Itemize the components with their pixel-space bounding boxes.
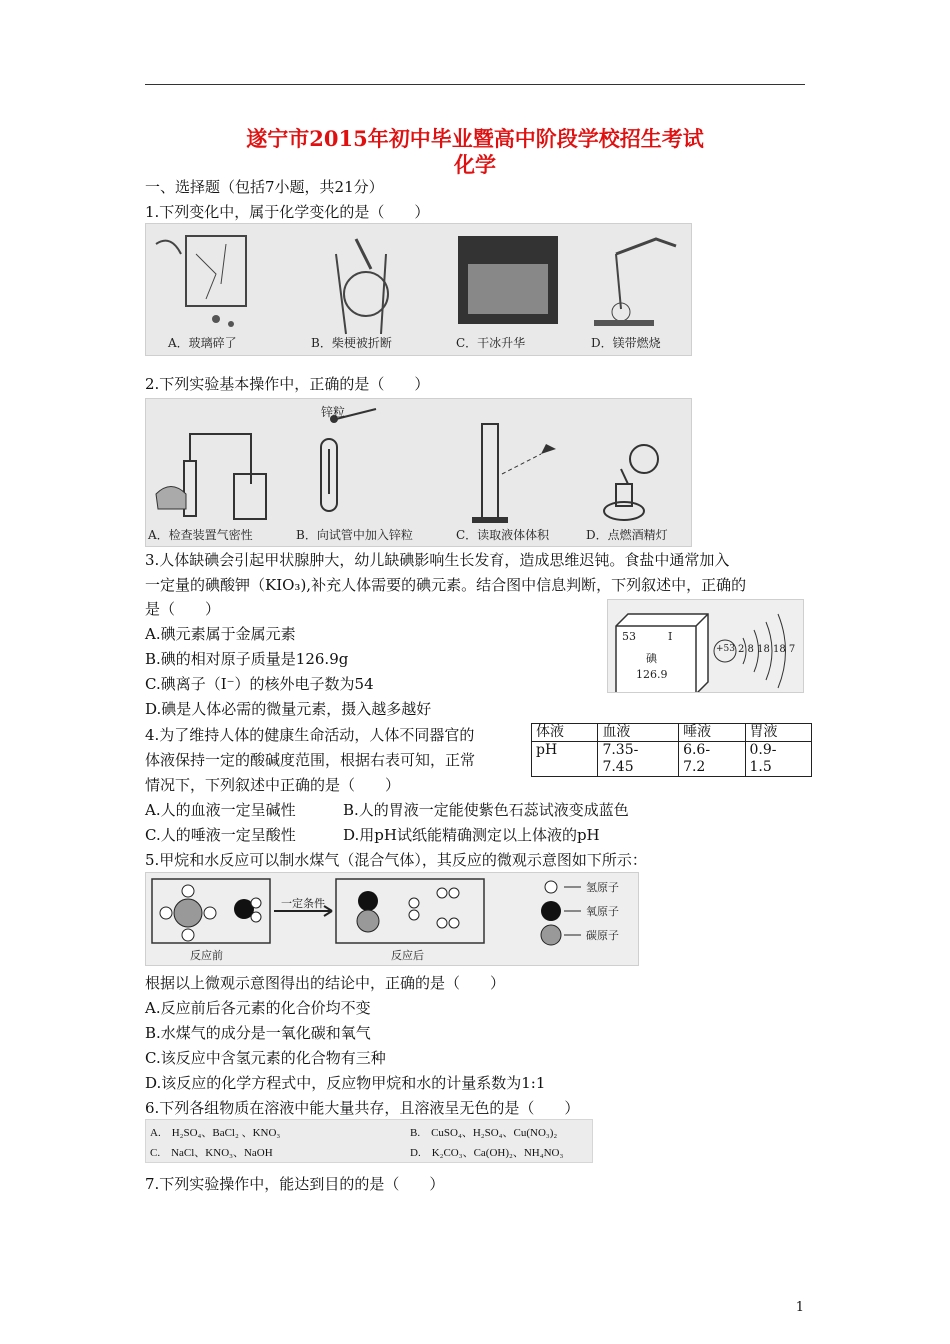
q3-stem-2: 一定量的碘酸钾（KIO₃),补充人体需要的碘元素。结合图中信息判断，下列叙述中，正确的 <box>145 576 747 594</box>
q2-figure <box>145 398 692 547</box>
q4-stem-1: 4.为了维持人体的健康生命活动，人体不同器官的 <box>145 726 475 744</box>
ph-row-label: pH <box>532 742 598 777</box>
q1-caption-d: D．镁带燃烧 <box>591 336 661 350</box>
q2-caption-c: C．读取液体体积 <box>456 528 550 542</box>
ph-saliva: 6.6- 7.2 <box>679 742 745 777</box>
h2-molecules <box>409 888 459 928</box>
q5-option-a: A.反应前后各元素的化合价均不变 <box>145 999 371 1017</box>
q7-stem: 7.下列实验操作中，能达到目的的是（ ） <box>145 1175 445 1193</box>
iodine-figure <box>607 599 804 693</box>
methane-molecule <box>160 885 216 941</box>
iodine-number: 53 <box>622 630 636 643</box>
water-molecule <box>234 898 261 922</box>
legend-symbols <box>541 881 581 945</box>
q5-question: 根据以上微观示意图得出的结论中，正确的是（ ） <box>145 974 506 992</box>
ph-table <box>531 723 812 777</box>
q3-option-a: A.碘元素属于金属元素 <box>145 625 296 643</box>
q2-caption-d: D．点燃酒精灯 <box>586 528 668 542</box>
ph-gastric: 0.9- 1.5 <box>745 742 811 777</box>
header-rule <box>145 84 805 85</box>
q6-stem: 6.下列各组物质在溶液中能大量共存，且溶液呈无色的是（ ） <box>145 1099 580 1117</box>
q6-option-a: A. H₂SO₄、BaCl₂ 、KNO₃ <box>150 1127 281 1139</box>
q3-stem-3: 是（ ） <box>145 600 221 618</box>
airtight-check-illustration <box>156 434 266 519</box>
iodine-mass: 126.9 <box>636 668 668 681</box>
q1-stem: 1.下列变化中，属于化学变化的是（ ） <box>145 203 430 221</box>
q3-option-b: B.碘的相对原子质量是126.9g <box>145 650 349 668</box>
legend-carbon: 碳原子 <box>586 929 619 942</box>
q5-figure <box>145 872 639 966</box>
exam-title: 遂宁市2015年初中毕业暨高中阶段学校招生考试 <box>246 126 704 151</box>
q1-caption-c: C．干冰升华 <box>456 336 526 350</box>
q6-option-d: D. K₂CO₃、Ca(OH)₂、NH₄NO₃ <box>410 1147 564 1159</box>
ph-blood: 7.35- 7.45 <box>598 742 679 777</box>
q4-option-c: C.人的唾液一定呈酸性 <box>145 826 296 844</box>
q5-option-b: B.水煤气的成分是一氧化碳和氧气 <box>145 1024 371 1042</box>
q4-option-d: D.用pH试纸能精确测定以上体液的pH <box>343 826 600 844</box>
after-label: 反应后 <box>391 949 424 962</box>
ph-table-header: 血液 <box>598 724 679 742</box>
q3-option-d: D.碘是人体必需的微量元素，摄入越多越好 <box>145 700 432 718</box>
graduated-cylinder-illustration <box>472 424 556 523</box>
subject-title: 化学 <box>454 152 496 177</box>
ph-table-header: 体液 <box>532 724 598 742</box>
iodine-shells: 2 8 18 18 7 <box>738 644 796 655</box>
q4-option-a: A.人的血液一定呈碱性 <box>145 801 296 819</box>
broken-glass-illustration <box>156 236 246 327</box>
q2-caption-a: A．检查装置气密性 <box>148 528 253 542</box>
legend-hydrogen: 氢原子 <box>586 881 619 894</box>
section-heading: 一、选择题（包括7小题，共21分） <box>145 178 384 196</box>
legend-oxygen: 氧原子 <box>586 905 619 918</box>
condition-label: 一定条件 <box>281 897 325 910</box>
q5-option-c: C.该反应中含氢元素的化合物有三种 <box>145 1049 386 1067</box>
iodine-symbol: I <box>668 630 673 643</box>
ph-table-header: 唾液 <box>679 724 745 742</box>
q2-stem: 2.下列实验基本操作中，正确的是（ ） <box>145 375 430 393</box>
co-molecule <box>357 891 379 932</box>
q4-option-b: B.人的胃液一定能使紫色石蕊试液变成蓝色 <box>343 801 629 819</box>
q1-caption-a: A．玻璃碎了 <box>168 336 237 350</box>
q4-stem-2: 体液保持一定的酸碱度范围，根据右表可知，正常 <box>145 751 476 769</box>
iodine-nucleus: +53 <box>716 644 735 654</box>
q1-caption-b: B．柴梗被折断 <box>311 336 392 350</box>
iodine-name: 碘 <box>646 652 657 665</box>
q3-option-c: C.碘离子（I⁻）的核外电子数为54 <box>145 675 374 693</box>
q3-stem-1: 3.人体缺碘会引起甲状腺肿大，幼儿缺碘影响生长发育，造成思维迟钝。食盐中通常加入 <box>145 551 730 569</box>
q5-option-d: D.该反应的化学方程式中，反应物甲烷和水的计量系数为1:1 <box>145 1074 546 1092</box>
q6-options <box>145 1119 593 1163</box>
dry-ice-illustration <box>458 236 558 324</box>
q2-caption-b: B．向试管中加入锌粒 <box>296 528 413 542</box>
q6-option-b: B. CuSO₄、H₂SO₄、Cu(NO₃)₂ <box>410 1127 558 1139</box>
page-number: 1 <box>795 1300 804 1315</box>
q6-option-c: C. NaCl、KNO₃、NaOH <box>150 1147 273 1159</box>
q4-stem-3: 情况下，下列叙述中正确的是（ ） <box>145 776 401 794</box>
matchstick-illustration <box>336 239 388 334</box>
q2-illustrations <box>146 399 691 546</box>
q5-stem: 5.甲烷和水反应可以制水煤气（混合气体），其反应的微观示意图如下所示： <box>145 851 647 869</box>
add-zinc-illustration <box>321 409 376 511</box>
ph-table-header: 胃液 <box>745 724 811 742</box>
magnesium-burning-illustration <box>594 239 676 326</box>
q1-figure <box>145 223 692 356</box>
before-label: 反应前 <box>190 949 223 962</box>
alcohol-lamp-illustration <box>604 445 658 520</box>
zinc-label: 锌粒 <box>321 405 346 419</box>
